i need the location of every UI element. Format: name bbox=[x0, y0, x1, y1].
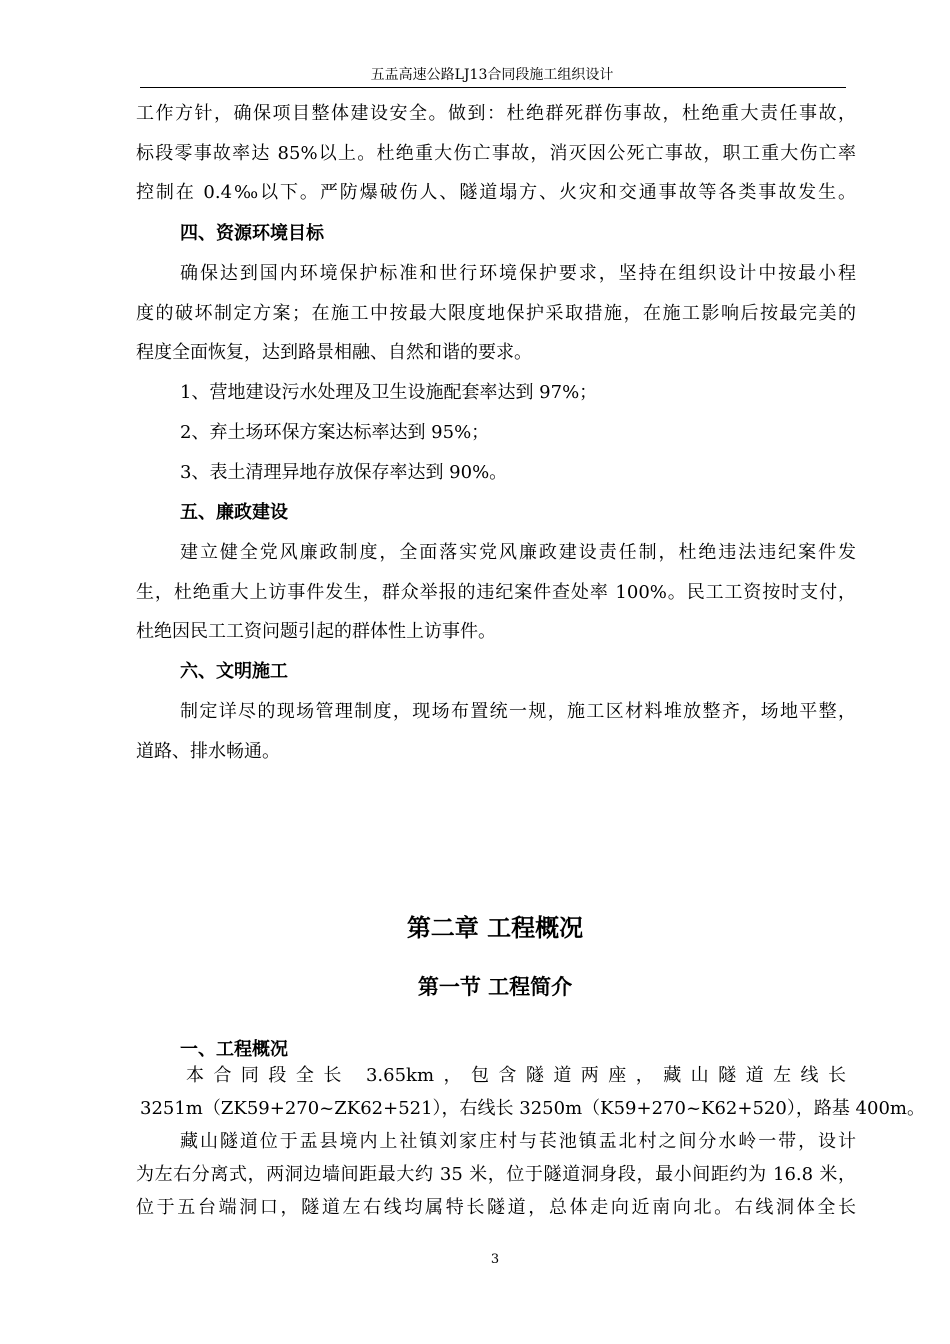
section-title: 第一节 工程简介 bbox=[417, 974, 573, 999]
section-heading-project-overview: 一、工程概况 bbox=[180, 1039, 288, 1060]
chapter-title: 第二章 工程概况 bbox=[406, 913, 584, 942]
page-header: 五盂高速公路LJ13合同段施工组织设计 bbox=[370, 67, 614, 83]
body-line: 确保达到国内环境保护标准和世行环境保护要求，坚持在组织设计中按最小程 bbox=[180, 263, 856, 284]
list-item: 3、表土清理异地存放保存率达到 90%。 bbox=[180, 462, 508, 483]
page-number: 3 bbox=[490, 1252, 500, 1267]
section-heading-integrity: 五、廉政建设 bbox=[180, 502, 288, 523]
body-line: 程度全面恢复，达到路景相融、自然和谐的要求。 bbox=[136, 342, 532, 363]
body-line: 生，杜绝重大上访事件发生，群众举报的违纪案件查处率 100%。民工工资按时支付， bbox=[136, 582, 856, 603]
body-line: 标段零事故率达 85%以上。杜绝重大伤亡事故，消灭因公死亡事故，职工重大伤亡率 bbox=[136, 143, 856, 164]
body-line: 工作方针，确保项目整体建设安全。做到：杜绝群死群伤事故，杜绝重大责任事故， bbox=[136, 103, 856, 124]
body-line: 为左右分离式，两洞边墙间距最大约 35 米，位于隧道洞身段，最小间距约为 16.8 米， bbox=[136, 1164, 856, 1185]
list-item: 2、弃土场环保方案达标率达到 95%； bbox=[180, 422, 490, 443]
header-rule bbox=[140, 87, 846, 88]
section-heading-resource-environment: 四、资源环境目标 bbox=[180, 223, 324, 244]
body-line: 3251m（ZK59+270~ZK62+521），右线长 3250m（K59+270~K62+520），路基 400m。 bbox=[140, 1098, 925, 1119]
body-line: 藏山隧道位于盂县境内上社镇刘家庄村与苌池镇盂北村之间分水岭一带，设计 bbox=[180, 1131, 856, 1152]
body-line: 控制在 0.4‰以下。严防爆破伤人、隧道塌方、火灾和交通事故等各类事故发生。 bbox=[136, 182, 856, 203]
body-line: 道路、排水畅通。 bbox=[136, 741, 280, 762]
body-line: 位于五台端洞口，隧道左右线均属特长隧道，总体走向近南向北。右线洞体全长 bbox=[136, 1197, 856, 1218]
body-line: 制定详尽的现场管理制度，现场布置统一规，施工区材料堆放整齐，场地平整， bbox=[180, 701, 856, 722]
section-heading-civilized-construction: 六、文明施工 bbox=[180, 661, 288, 682]
body-line: 度的破坏制定方案；在施工中按最大限度地保护采取措施，在施工影响后按最完美的 bbox=[136, 303, 856, 324]
body-line: 本合同段全长 3.65km，包含隧道两座，藏山隧道左线长 bbox=[186, 1065, 846, 1086]
body-line: 建立健全党风廉政制度，全面落实党风廉政建设责任制，杜绝违法违纪案件发 bbox=[180, 542, 856, 563]
list-item: 1、营地建设污水处理及卫生设施配套率达到 97%； bbox=[180, 382, 598, 403]
body-line: 杜绝因民工工资问题引起的群体性上访事件。 bbox=[136, 621, 496, 642]
